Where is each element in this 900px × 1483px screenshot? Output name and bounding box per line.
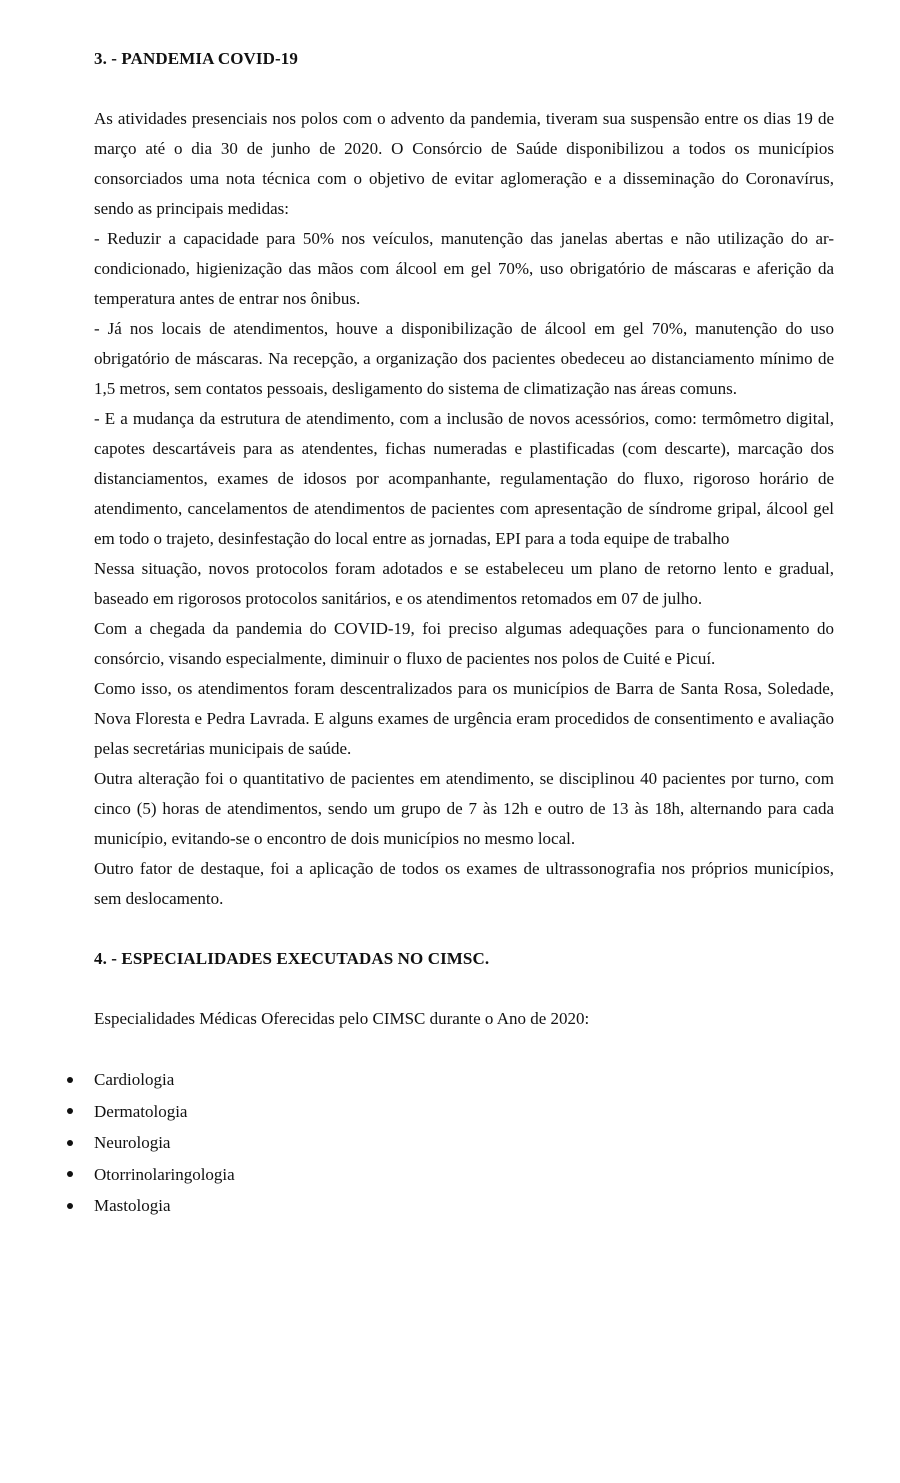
bullet-icon <box>67 1108 73 1114</box>
spacer <box>94 74 834 104</box>
spacer <box>94 1034 834 1064</box>
bullet-icon <box>67 1140 73 1146</box>
specialties-list <box>67 1064 807 1222</box>
specialty-label: Cardiologia <box>94 1070 175 1089</box>
list-item <box>67 1127 807 1159</box>
specialty-label: Otorrinolaringologia <box>94 1164 235 1184</box>
list-item <box>67 1064 807 1096</box>
paragraph-adjustments: Com a chegada da pandemia do COVID-19, foi preciso algumas adequações para o funcionamento do consórcio, visando especialmente, diminuir o fluxo de pacientes nos polos de Cuité e Picuí. <box>94 619 834 668</box>
paragraph-site-measures: - Já nos locais de atendimentos, houve a disponibilização de álcool em gel 70%, manutenção do uso obrigatório de máscaras. Na recepção, a organização dos pacientes obedeceu ao distanciamento mínimo de 1,5 metros, sem contatos pessoais, desligamento do sistema de climatização nas áreas comuns. <box>94 319 834 398</box>
paragraph-structure-changes: - E a mudança da estrutura de atendimento, com a inclusão de novos acessórios, como: termômetro digital, capotes descartáveis para as atendentes, fichas numeradas e plastificadas (com descarte), marcação dos distanciamentos, exames de idosos por acompanhante, regulamentação do fluxo, rigoroso horário de atendimento, cancelamentos de atendimentos de pacientes com apresentação de síndrome gripal, álcool gel em todo o trajeto, desinfestação do local entre as jornadas, EPI para a toda equipe de trabalho <box>94 409 834 548</box>
spacer <box>94 914 834 944</box>
list-item <box>67 1096 807 1128</box>
bullet-icon <box>67 1203 73 1209</box>
spacer <box>94 974 834 1004</box>
bullet-icon <box>67 1171 73 1177</box>
specialty-label: Mastologia <box>94 1196 171 1215</box>
paragraph-decentralization: Como isso, os atendimentos foram descentralizados para os municípios de Barra de Santa Rosa, Soledade, Nova Floresta e Pedra Lavrada. E alguns exames de urgência eram procedidos de consentimento e avaliação pelas secretárias municipais de saúde. <box>94 679 834 758</box>
section-4-title: 4. - ESPECIALIDADES EXECUTADAS NO CIMSC. <box>94 949 490 968</box>
specialty-label: Dermatologia <box>94 1101 188 1121</box>
section-3-title: 3. - PANDEMIA COVID-19 <box>94 49 298 68</box>
document-page <box>94 44 834 1222</box>
bullet-icon <box>67 1077 73 1083</box>
paragraph-patient-quota: Outra alteração foi o quantitativo de pacientes em atendimento, se disciplinou 40 pacientes por turno, com cinco (5) horas de atendimentos, sendo um grupo de 7 às 12h e outro de 13 às 18h, alternando para cada município, evitando-se o encontro de dois municípios no mesmo local. <box>94 769 834 848</box>
paragraph-vehicle-measures: - Reduzir a capacidade para 50% nos veículos, manutenção das janelas abertas e não utilização do ar-condicionado, higienização das mãos com álcool em gel 70%, uso obrigatório de máscaras e aferição da temperatura antes de entrar nos ônibus. <box>94 229 834 308</box>
specialty-label: Neurologia <box>94 1133 171 1152</box>
paragraph-suspension: As atividades presenciais nos polos com o advento da pandemia, tiveram sua suspensão entre os dias 19 de março até o dia 30 de junho de 2020. O Consórcio de Saúde disponibilizou a todos os municípios consorciados uma nota técnica com o objetivo de evitar aglomeração e a disseminação do Coronavírus, sendo as principais medidas: <box>94 109 834 218</box>
paragraph-ultrasound: Outro fator de destaque, foi a aplicação de todos os exames de ultrassonografia nos próprios municípios, sem deslocamento. <box>94 859 834 908</box>
paragraph-new-protocols: Nessa situação, novos protocolos foram adotados e se estabeleceu um plano de retorno lento e gradual, baseado em rigorosos protocolos sanitários, e os atendimentos retomados em 07 de julho. <box>94 559 834 608</box>
specialties-intro: Especialidades Médicas Oferecidas pelo CIMSC durante o Ano de 2020: <box>94 1009 590 1028</box>
list-item <box>67 1159 807 1191</box>
list-item <box>67 1190 807 1222</box>
